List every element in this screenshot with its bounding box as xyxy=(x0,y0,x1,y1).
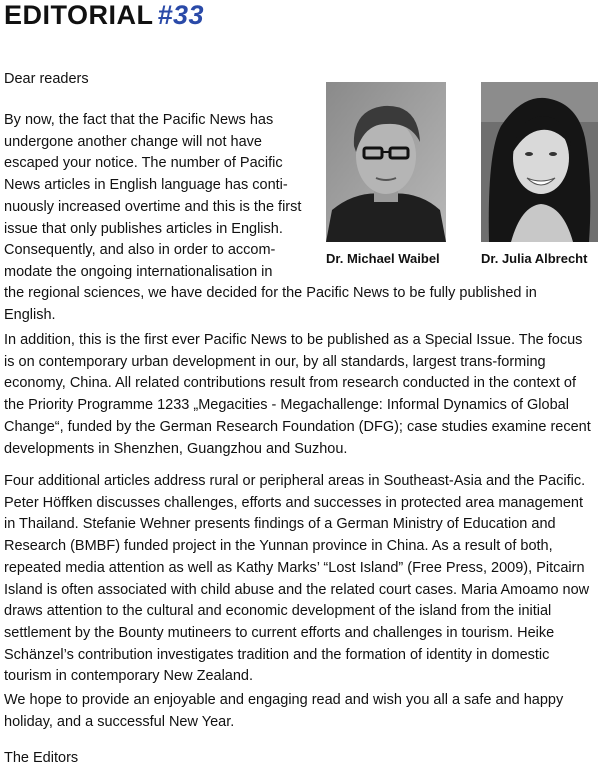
portrait-photo-waibel xyxy=(326,82,446,242)
paragraph-1-line: issue that only publishes articles in English. xyxy=(4,220,283,237)
paragraph-1-line: News articles in English language has conti- xyxy=(4,177,288,194)
photo-caption-waibel: Dr. Michael Waibel xyxy=(326,251,440,266)
paragraph-1-continuation: the regional sciences, we have decided for the Pacific News to be fully published in English. xyxy=(4,285,537,323)
paragraph-3: Four additional articles address rural or peripheral areas in Southeast-Asia and the Pacific. Peter Höffken discusses challenges, efforts and successes in protected area management in Thailand. Stefanie Wehner presents findings of a German Ministry of Education and Research (BMBF) funded project in the Yunnan province in China. As a result of both, repeated media attention as well as Kathy Marks’ “Lost Island” (Free Press, 2009), Pitcairn Island is often associated with child abuse and the related court cases. Maria Amoamo now draws attention to the cultural and economic development of the island from the initial settlement by the Bounty mutineers to current efforts and challenges in tourism. Heike Schänzel’s contribution investigates tradition and the formation of identity in domestic tourism in contemporary New Zealand. xyxy=(4,473,590,685)
greeting: Dear readers xyxy=(4,71,89,87)
paragraph-1-intro xyxy=(4,110,304,284)
editorial-heading xyxy=(4,0,204,30)
portrait-photo-albrecht xyxy=(481,82,598,242)
paragraph-4: We hope to provide an enjoyable and engaging read and wish you all a safe and happy holiday, and a successful New Year. xyxy=(4,692,564,730)
signature: The Editors xyxy=(4,750,79,766)
paragraph-1-line: Consequently, and also in order to accom- xyxy=(4,242,276,259)
paragraph-1-line: undergone another change will not have xyxy=(4,133,262,150)
paragraph-1-line: By now, the fact that the Pacific News has xyxy=(4,112,274,128)
paragraph-1-line: modate the ongoing internationalisation in xyxy=(4,263,273,280)
photo-caption-albrecht: Dr. Julia Albrecht xyxy=(481,251,588,266)
paragraph-1-line: nuously increased overtime and this is the first xyxy=(4,198,302,215)
issue-number: #33 xyxy=(157,0,205,30)
heading-title: EDITORIAL xyxy=(4,0,154,30)
paragraph-2: In addition, this is the first ever Pacific News to be published as a Special Issue. The focus is on contemporary urban development in our, by all standards, largest trans-forming economy, China. All related contributions result from research conducted in the context of the Priority Programme 1233 „Megacities - Megachallenge: Informal Dynamics of Global Change“, funded by the German Research Foundation (DFG); case studies examine recent developments in Shenzhen, Guangzhou and Suzhou. xyxy=(4,332,591,457)
paragraph-1-line: escaped your notice. The number of Pacific xyxy=(4,155,283,172)
